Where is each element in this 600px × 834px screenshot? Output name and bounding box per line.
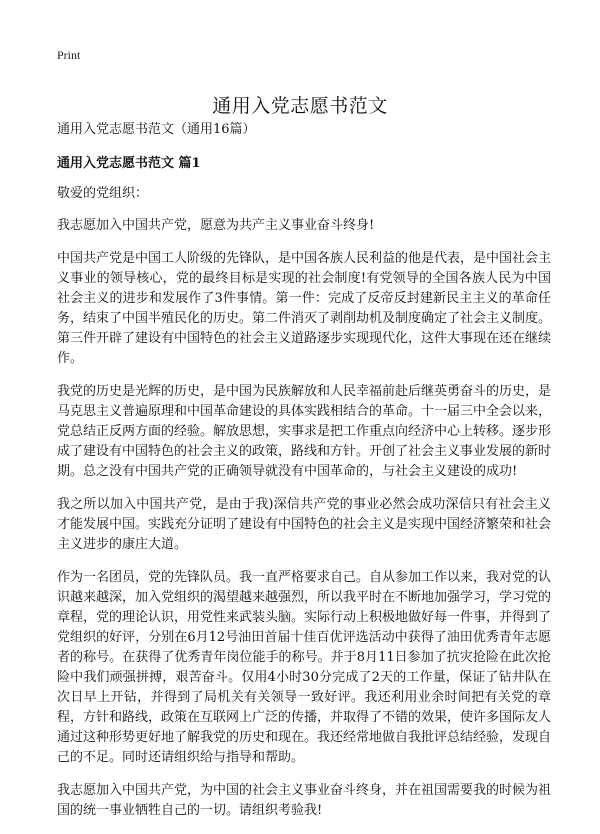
- document-body: [57, 120, 551, 834]
- paragraph-motivation: 我之所以加入中国共产党，是由于我)深信共产党的事业必然会成功深信只有社会主义才能发展中国。实践充分证明了建设有中国特色的社会主义是实现中国经济繁荣和社会主义进步的康庄大道。: [57, 497, 552, 552]
- paragraph-party-history: 我党的历史是光辉的历史，是中国为民族解放和人民幸福前赴后继英勇奋斗的历史，是马克思主义普遍原理和中国革命建设的具体实践相结合的革命。十一届三中全会以来，党总结正反两方面的经验。解放思想，实事求是把工作重点向经济中心上转移。逐步形成了建设有中国特色的社会主义的政策，路线和方针。开创了社会主义事业发展的新时期。总之没有中国共产党的正确领导就没有中国革命的，与社会主义建设的成功!: [57, 384, 552, 479]
- paragraph-intro: 我志愿加入中国共产党，愿意为共产主义事业奋斗终身!: [57, 218, 375, 233]
- document-subtitle: 通用入党志愿书范文（通用16篇）: [57, 122, 256, 137]
- paragraph-closing: 我志愿加入中国共产党，为中国的社会主义事业奋斗终身，并在祖国需要我的时候为祖国的统一事业牺牲自己的一切。请组织考验我!: [57, 783, 552, 818]
- print-link[interactable]: Print: [57, 48, 81, 62]
- paragraph-party-nature: 中国共产党是中国工人阶级的先锋队，是中国各族人民利益的他是代表，是中国社会主义事业的领导核心，党的最终目标是实现的社会制度!有党领导的全国各族人民为中国社会主义的进步和发展作了3件事情。第一件：完成了反帝反封建新民主主义的革命任务，结束了中国半殖民化的历史。第二件消灭了剥削劫机及制度确定了社会主义制度。第三件开辟了建设有中国特色的社会主义道路逐步实现现代化，这件大事现在还在继续作。: [57, 251, 552, 366]
- paragraph-personal-record: 作为一名团员，党的先锋队员。我一直严格要求自己。自从参加工作以来，我对党的认识越来越深，加入党组织的渴望越来越强烈，所以我平时在不断地加强学习，学习党的章程，党的理论认识，用党性来武装头脑。实际行动上积极地做好每一件事，并得到了党组织的好评，分别在6月12号油田首届十佳百优评选活动中获得了油田优秀青年志愿者的称号。在获得了优秀青年岗位能手的称号。并于8月11日参加了抗灾抢险在此次抢险中我们顽强拼搏，艰苦奋斗。仅用4小时30分完成了2天的工作量，保证了钻井队在次日早上开钻，并得到了局机关有关领导一致好评。我还利用业余时间把有关党的章程，方针和路线，政策在互联网上广泛的传播，并取得了不错的效果，使许多国际友人通过这种形势更好地了解我党的历史和现在。我还经常地做自我批评总结经验，发现自己的不足。同时还请组织给与指导和帮助。: [57, 570, 552, 765]
- page-title: 通用入党志愿书范文: [212, 94, 388, 117]
- section-heading: 通用入党志愿书范文 篇1: [57, 156, 201, 171]
- greeting-text: 敬爱的党组织：: [57, 186, 149, 201]
